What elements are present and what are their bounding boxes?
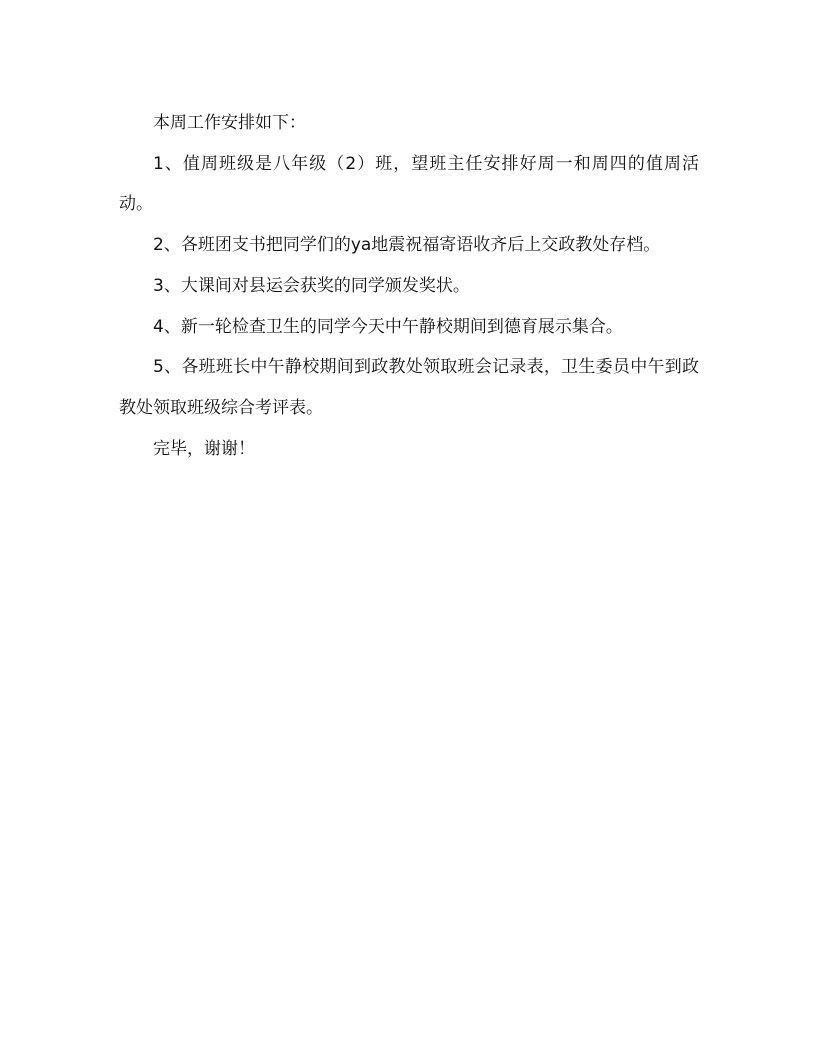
intro-paragraph: 本周工作安排如下： — [153, 113, 306, 133]
closing-paragraph: 完毕，谢谢！ — [153, 438, 255, 459]
item-2-paragraph: 2、各班团支书把同学们的ya地震祝福寄语收齐后上交政教处存档。 — [153, 235, 661, 256]
item-3-paragraph: 3、大课间对县运会获奖的同学颁发奖状。 — [153, 275, 470, 296]
item-5-paragraph: 5、各班班长中午静校期间到政教处领取班会记录表，卫生委员中午到政教处领取班级综合考评表。 — [119, 357, 699, 418]
item-4-paragraph: 4、新一轮检查卫生的同学今天中午静校期间到德育展示集合。 — [153, 316, 623, 337]
document-body — [119, 103, 699, 469]
item-1-paragraph: 1、值周班级是八年级（2）班，望班主任安排好周一和周四的值周活动。 — [119, 153, 699, 215]
